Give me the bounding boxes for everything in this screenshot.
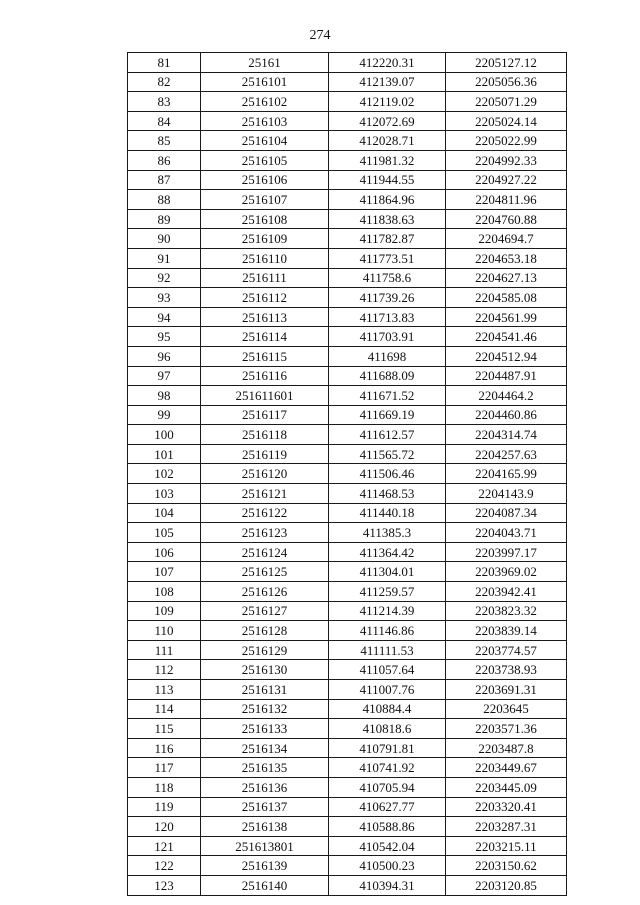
y-coordinate-cell: 2204087.34	[446, 503, 567, 523]
row-index-cell: 116	[128, 738, 201, 758]
point-id-cell: 2516103	[201, 111, 329, 131]
point-id-cell: 2516102	[201, 92, 329, 112]
row-index-cell: 107	[128, 562, 201, 582]
y-coordinate-cell: 2205056.36	[446, 72, 567, 92]
x-coordinate-cell: 412119.02	[329, 92, 446, 112]
y-coordinate-cell: 2203449.67	[446, 758, 567, 778]
y-coordinate-cell: 2203445.09	[446, 777, 567, 797]
y-coordinate-cell: 2203691.31	[446, 680, 567, 700]
row-index-cell: 105	[128, 523, 201, 543]
y-coordinate-cell: 2203320.41	[446, 797, 567, 817]
point-id-cell: 251611601	[201, 386, 329, 406]
table-row	[128, 660, 567, 680]
y-coordinate-cell: 2204165.99	[446, 464, 567, 484]
table-row	[128, 229, 567, 249]
row-index-cell: 87	[128, 170, 201, 190]
table-row	[128, 542, 567, 562]
table-row	[128, 150, 567, 170]
y-coordinate-cell: 2205127.12	[446, 53, 567, 73]
point-id-cell: 2516119	[201, 444, 329, 464]
point-id-cell: 2516126	[201, 582, 329, 602]
row-index-cell: 100	[128, 425, 201, 445]
table-row	[128, 503, 567, 523]
point-id-cell: 2516139	[201, 856, 329, 876]
row-index-cell: 112	[128, 660, 201, 680]
table-row	[128, 582, 567, 602]
table-row	[128, 346, 567, 366]
row-index-cell: 82	[128, 72, 201, 92]
x-coordinate-cell: 411703.91	[329, 327, 446, 347]
y-coordinate-cell: 2204653.18	[446, 248, 567, 268]
row-index-cell: 93	[128, 288, 201, 308]
y-coordinate-cell: 2204927.22	[446, 170, 567, 190]
y-coordinate-cell: 2204512.94	[446, 346, 567, 366]
table-row	[128, 111, 567, 131]
row-index-cell: 122	[128, 856, 201, 876]
point-id-cell: 2516115	[201, 346, 329, 366]
row-index-cell: 94	[128, 307, 201, 327]
x-coordinate-cell: 411671.52	[329, 386, 446, 406]
row-index-cell: 103	[128, 484, 201, 504]
table-row	[128, 366, 567, 386]
row-index-cell: 83	[128, 92, 201, 112]
row-index-cell: 108	[128, 582, 201, 602]
coordinates-table	[127, 52, 567, 896]
y-coordinate-cell: 2204487.91	[446, 366, 567, 386]
table-row	[128, 777, 567, 797]
y-coordinate-cell: 2204314.74	[446, 425, 567, 445]
point-id-cell: 2516108	[201, 209, 329, 229]
y-coordinate-cell: 2203645	[446, 699, 567, 719]
table-row	[128, 797, 567, 817]
y-coordinate-cell: 2204460.86	[446, 405, 567, 425]
x-coordinate-cell: 411364.42	[329, 542, 446, 562]
y-coordinate-cell: 2203287.31	[446, 817, 567, 837]
point-id-cell: 2516101	[201, 72, 329, 92]
table-row	[128, 405, 567, 425]
point-id-cell: 2516125	[201, 562, 329, 582]
row-index-cell: 111	[128, 640, 201, 660]
table-row	[128, 288, 567, 308]
x-coordinate-cell: 410884.4	[329, 699, 446, 719]
row-index-cell: 88	[128, 190, 201, 210]
table-row	[128, 464, 567, 484]
y-coordinate-cell: 2204464.2	[446, 386, 567, 406]
table-row	[128, 523, 567, 543]
x-coordinate-cell: 411259.57	[329, 582, 446, 602]
table-row	[128, 875, 567, 895]
row-index-cell: 85	[128, 131, 201, 151]
x-coordinate-cell: 411214.39	[329, 601, 446, 621]
point-id-cell: 2516117	[201, 405, 329, 425]
x-coordinate-cell: 411713.83	[329, 307, 446, 327]
row-index-cell: 90	[128, 229, 201, 249]
point-id-cell: 2516118	[201, 425, 329, 445]
row-index-cell: 84	[128, 111, 201, 131]
x-coordinate-cell: 411782.87	[329, 229, 446, 249]
point-id-cell: 2516114	[201, 327, 329, 347]
row-index-cell: 115	[128, 719, 201, 739]
row-index-cell: 118	[128, 777, 201, 797]
x-coordinate-cell: 410588.86	[329, 817, 446, 837]
y-coordinate-cell: 2204811.96	[446, 190, 567, 210]
row-index-cell: 123	[128, 875, 201, 895]
x-coordinate-cell: 411669.19	[329, 405, 446, 425]
x-coordinate-cell: 411007.76	[329, 680, 446, 700]
y-coordinate-cell: 2203969.02	[446, 562, 567, 582]
x-coordinate-cell: 412072.69	[329, 111, 446, 131]
point-id-cell: 2516135	[201, 758, 329, 778]
point-id-cell: 251613801	[201, 836, 329, 856]
point-id-cell: 2516124	[201, 542, 329, 562]
point-id-cell: 2516104	[201, 131, 329, 151]
table-row	[128, 484, 567, 504]
x-coordinate-cell: 411565.72	[329, 444, 446, 464]
row-index-cell: 104	[128, 503, 201, 523]
table-row	[128, 72, 567, 92]
point-id-cell: 2516134	[201, 738, 329, 758]
point-id-cell: 2516128	[201, 621, 329, 641]
x-coordinate-cell: 411385.3	[329, 523, 446, 543]
point-id-cell: 2516122	[201, 503, 329, 523]
point-id-cell: 2516129	[201, 640, 329, 660]
table-row	[128, 92, 567, 112]
table-row	[128, 621, 567, 641]
point-id-cell: 2516105	[201, 150, 329, 170]
table-row	[128, 248, 567, 268]
table-row	[128, 425, 567, 445]
row-index-cell: 120	[128, 817, 201, 837]
y-coordinate-cell: 2203215.11	[446, 836, 567, 856]
table-row	[128, 386, 567, 406]
row-index-cell: 101	[128, 444, 201, 464]
x-coordinate-cell: 410500.23	[329, 856, 446, 876]
x-coordinate-cell: 411111.53	[329, 640, 446, 660]
table-row	[128, 817, 567, 837]
y-coordinate-cell: 2203571.36	[446, 719, 567, 739]
table-row	[128, 190, 567, 210]
table-row	[128, 680, 567, 700]
table-row	[128, 601, 567, 621]
row-index-cell: 110	[128, 621, 201, 641]
y-coordinate-cell: 2204992.33	[446, 150, 567, 170]
table-row	[128, 719, 567, 739]
table-row	[128, 131, 567, 151]
point-id-cell: 2516132	[201, 699, 329, 719]
x-coordinate-cell: 411057.64	[329, 660, 446, 680]
point-id-cell: 2516111	[201, 268, 329, 288]
x-coordinate-cell: 412028.71	[329, 131, 446, 151]
point-id-cell: 2516133	[201, 719, 329, 739]
point-id-cell: 2516109	[201, 229, 329, 249]
page-number: 274	[309, 28, 331, 43]
table-body	[128, 53, 567, 896]
table-row	[128, 738, 567, 758]
y-coordinate-cell: 2205071.29	[446, 92, 567, 112]
table-row	[128, 699, 567, 719]
point-id-cell: 2516137	[201, 797, 329, 817]
point-id-cell: 2516112	[201, 288, 329, 308]
row-index-cell: 97	[128, 366, 201, 386]
point-id-cell: 25161	[201, 53, 329, 73]
x-coordinate-cell: 411944.55	[329, 170, 446, 190]
y-coordinate-cell: 2203120.85	[446, 875, 567, 895]
row-index-cell: 81	[128, 53, 201, 73]
x-coordinate-cell: 412139.07	[329, 72, 446, 92]
point-id-cell: 2516106	[201, 170, 329, 190]
table-row	[128, 268, 567, 288]
row-index-cell: 114	[128, 699, 201, 719]
y-coordinate-cell: 2204760.88	[446, 209, 567, 229]
y-coordinate-cell: 2204694.7	[446, 229, 567, 249]
y-coordinate-cell: 2204257.63	[446, 444, 567, 464]
y-coordinate-cell: 2203997.17	[446, 542, 567, 562]
point-id-cell: 2516123	[201, 523, 329, 543]
table-row	[128, 170, 567, 190]
table-row	[128, 327, 567, 347]
x-coordinate-cell: 410791.81	[329, 738, 446, 758]
x-coordinate-cell: 412220.31	[329, 53, 446, 73]
row-index-cell: 106	[128, 542, 201, 562]
table-row	[128, 640, 567, 660]
x-coordinate-cell: 411739.26	[329, 288, 446, 308]
y-coordinate-cell: 2205022.99	[446, 131, 567, 151]
x-coordinate-cell: 411506.46	[329, 464, 446, 484]
x-coordinate-cell: 411758.6	[329, 268, 446, 288]
x-coordinate-cell: 410705.94	[329, 777, 446, 797]
row-index-cell: 99	[128, 405, 201, 425]
table-row	[128, 836, 567, 856]
y-coordinate-cell: 2205024.14	[446, 111, 567, 131]
y-coordinate-cell: 2204561.99	[446, 307, 567, 327]
x-coordinate-cell: 410542.04	[329, 836, 446, 856]
table-row	[128, 562, 567, 582]
row-index-cell: 121	[128, 836, 201, 856]
point-id-cell: 2516121	[201, 484, 329, 504]
x-coordinate-cell: 411688.09	[329, 366, 446, 386]
x-coordinate-cell: 410741.92	[329, 758, 446, 778]
point-id-cell: 2516127	[201, 601, 329, 621]
y-coordinate-cell: 2203150.62	[446, 856, 567, 876]
x-coordinate-cell: 411838.63	[329, 209, 446, 229]
x-coordinate-cell: 410818.6	[329, 719, 446, 739]
point-id-cell: 2516138	[201, 817, 329, 837]
y-coordinate-cell: 2204043.71	[446, 523, 567, 543]
row-index-cell: 102	[128, 464, 201, 484]
x-coordinate-cell: 410394.31	[329, 875, 446, 895]
point-id-cell: 2516116	[201, 366, 329, 386]
x-coordinate-cell: 411440.18	[329, 503, 446, 523]
row-index-cell: 95	[128, 327, 201, 347]
row-index-cell: 89	[128, 209, 201, 229]
point-id-cell: 2516131	[201, 680, 329, 700]
x-coordinate-cell: 411468.53	[329, 484, 446, 504]
point-id-cell: 2516120	[201, 464, 329, 484]
table-row	[128, 307, 567, 327]
point-id-cell: 2516130	[201, 660, 329, 680]
y-coordinate-cell: 2204627.13	[446, 268, 567, 288]
table-row	[128, 856, 567, 876]
row-index-cell: 86	[128, 150, 201, 170]
x-coordinate-cell: 411698	[329, 346, 446, 366]
row-index-cell: 96	[128, 346, 201, 366]
x-coordinate-cell: 411612.57	[329, 425, 446, 445]
x-coordinate-cell: 411146.86	[329, 621, 446, 641]
table-row	[128, 444, 567, 464]
y-coordinate-cell: 2203774.57	[446, 640, 567, 660]
y-coordinate-cell: 2203738.93	[446, 660, 567, 680]
point-id-cell: 2516107	[201, 190, 329, 210]
y-coordinate-cell: 2204541.46	[446, 327, 567, 347]
table-row	[128, 758, 567, 778]
row-index-cell: 91	[128, 248, 201, 268]
row-index-cell: 117	[128, 758, 201, 778]
row-index-cell: 109	[128, 601, 201, 621]
point-id-cell: 2516136	[201, 777, 329, 797]
table-row	[128, 53, 567, 73]
x-coordinate-cell: 411981.32	[329, 150, 446, 170]
row-index-cell: 92	[128, 268, 201, 288]
x-coordinate-cell: 410627.77	[329, 797, 446, 817]
y-coordinate-cell: 2203839.14	[446, 621, 567, 641]
x-coordinate-cell: 411773.51	[329, 248, 446, 268]
row-index-cell: 119	[128, 797, 201, 817]
point-id-cell: 2516140	[201, 875, 329, 895]
row-index-cell: 113	[128, 680, 201, 700]
x-coordinate-cell: 411864.96	[329, 190, 446, 210]
table-row	[128, 209, 567, 229]
point-id-cell: 2516113	[201, 307, 329, 327]
point-id-cell: 2516110	[201, 248, 329, 268]
row-index-cell: 98	[128, 386, 201, 406]
x-coordinate-cell: 411304.01	[329, 562, 446, 582]
y-coordinate-cell: 2203942.41	[446, 582, 567, 602]
y-coordinate-cell: 2203487.8	[446, 738, 567, 758]
y-coordinate-cell: 2203823.32	[446, 601, 567, 621]
y-coordinate-cell: 2204143.9	[446, 484, 567, 504]
y-coordinate-cell: 2204585.08	[446, 288, 567, 308]
